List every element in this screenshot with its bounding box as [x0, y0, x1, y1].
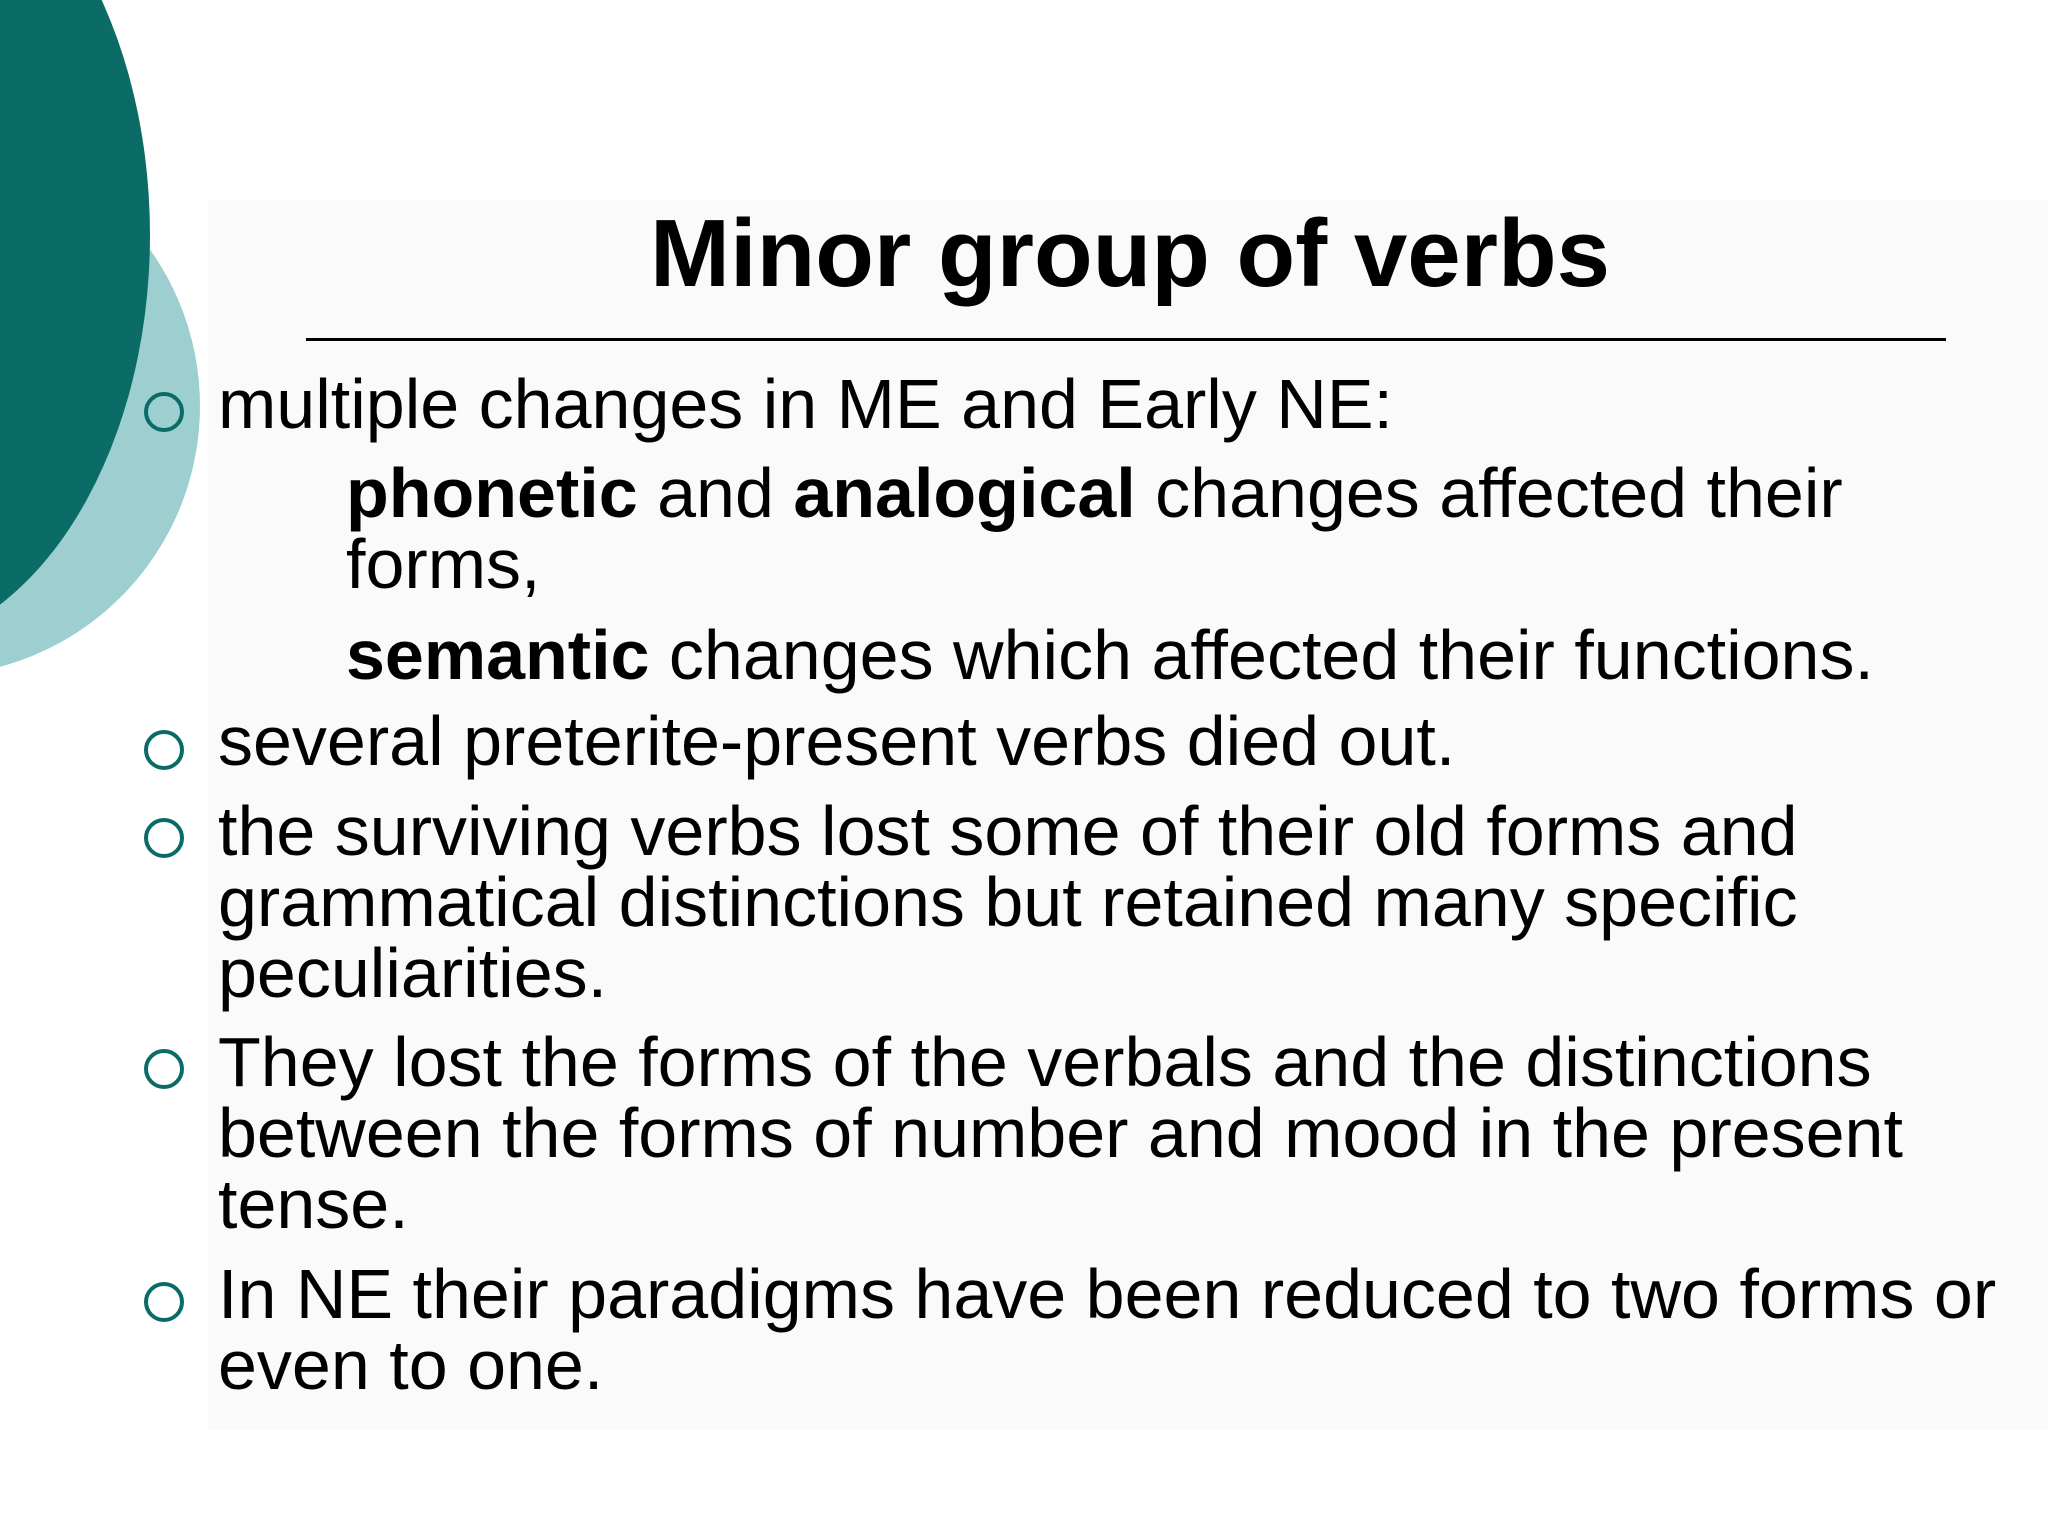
- bullet-circle-icon: [144, 1282, 184, 1322]
- bullet-item-1: multiple changes in ME and Early NE:: [218, 365, 1393, 443]
- sub-item-phonetic-analogical: [346, 454, 2046, 603]
- bullet-item-5: In NE their paradigms have been reduced to two forms or even to one.: [218, 1255, 1997, 1404]
- slide-title: Minor group of verbs: [650, 200, 1610, 307]
- sub-item-bold-term: analogical: [793, 454, 1136, 532]
- bullet-circle-icon: [144, 392, 184, 432]
- bullet-circle-icon: [144, 1049, 184, 1089]
- bullet-item-2: several preterite-present verbs died out.: [218, 702, 1456, 780]
- bullet-circle-icon: [144, 818, 184, 858]
- sub-item-semantic: [346, 616, 2046, 694]
- sub-item-text: changes which affected their functions.: [649, 616, 1874, 694]
- sub-item-text: changes affected their forms,: [346, 454, 1843, 603]
- bullet-item-3: the surviving verbs lost some of their old forms and grammatical distinctions but retained many specific peculiarities.: [218, 792, 1798, 1012]
- bullet-circle-icon: [144, 730, 184, 770]
- title-underline-divider: [306, 338, 1946, 341]
- sub-item-bold-term: phonetic: [346, 454, 638, 532]
- sub-item-bold-term: semantic: [346, 616, 650, 694]
- sub-item-text: and: [637, 454, 794, 532]
- bullet-item-4: They lost the forms of the verbals and the distinctions between the forms of number and mood in the present tense.: [218, 1023, 1903, 1243]
